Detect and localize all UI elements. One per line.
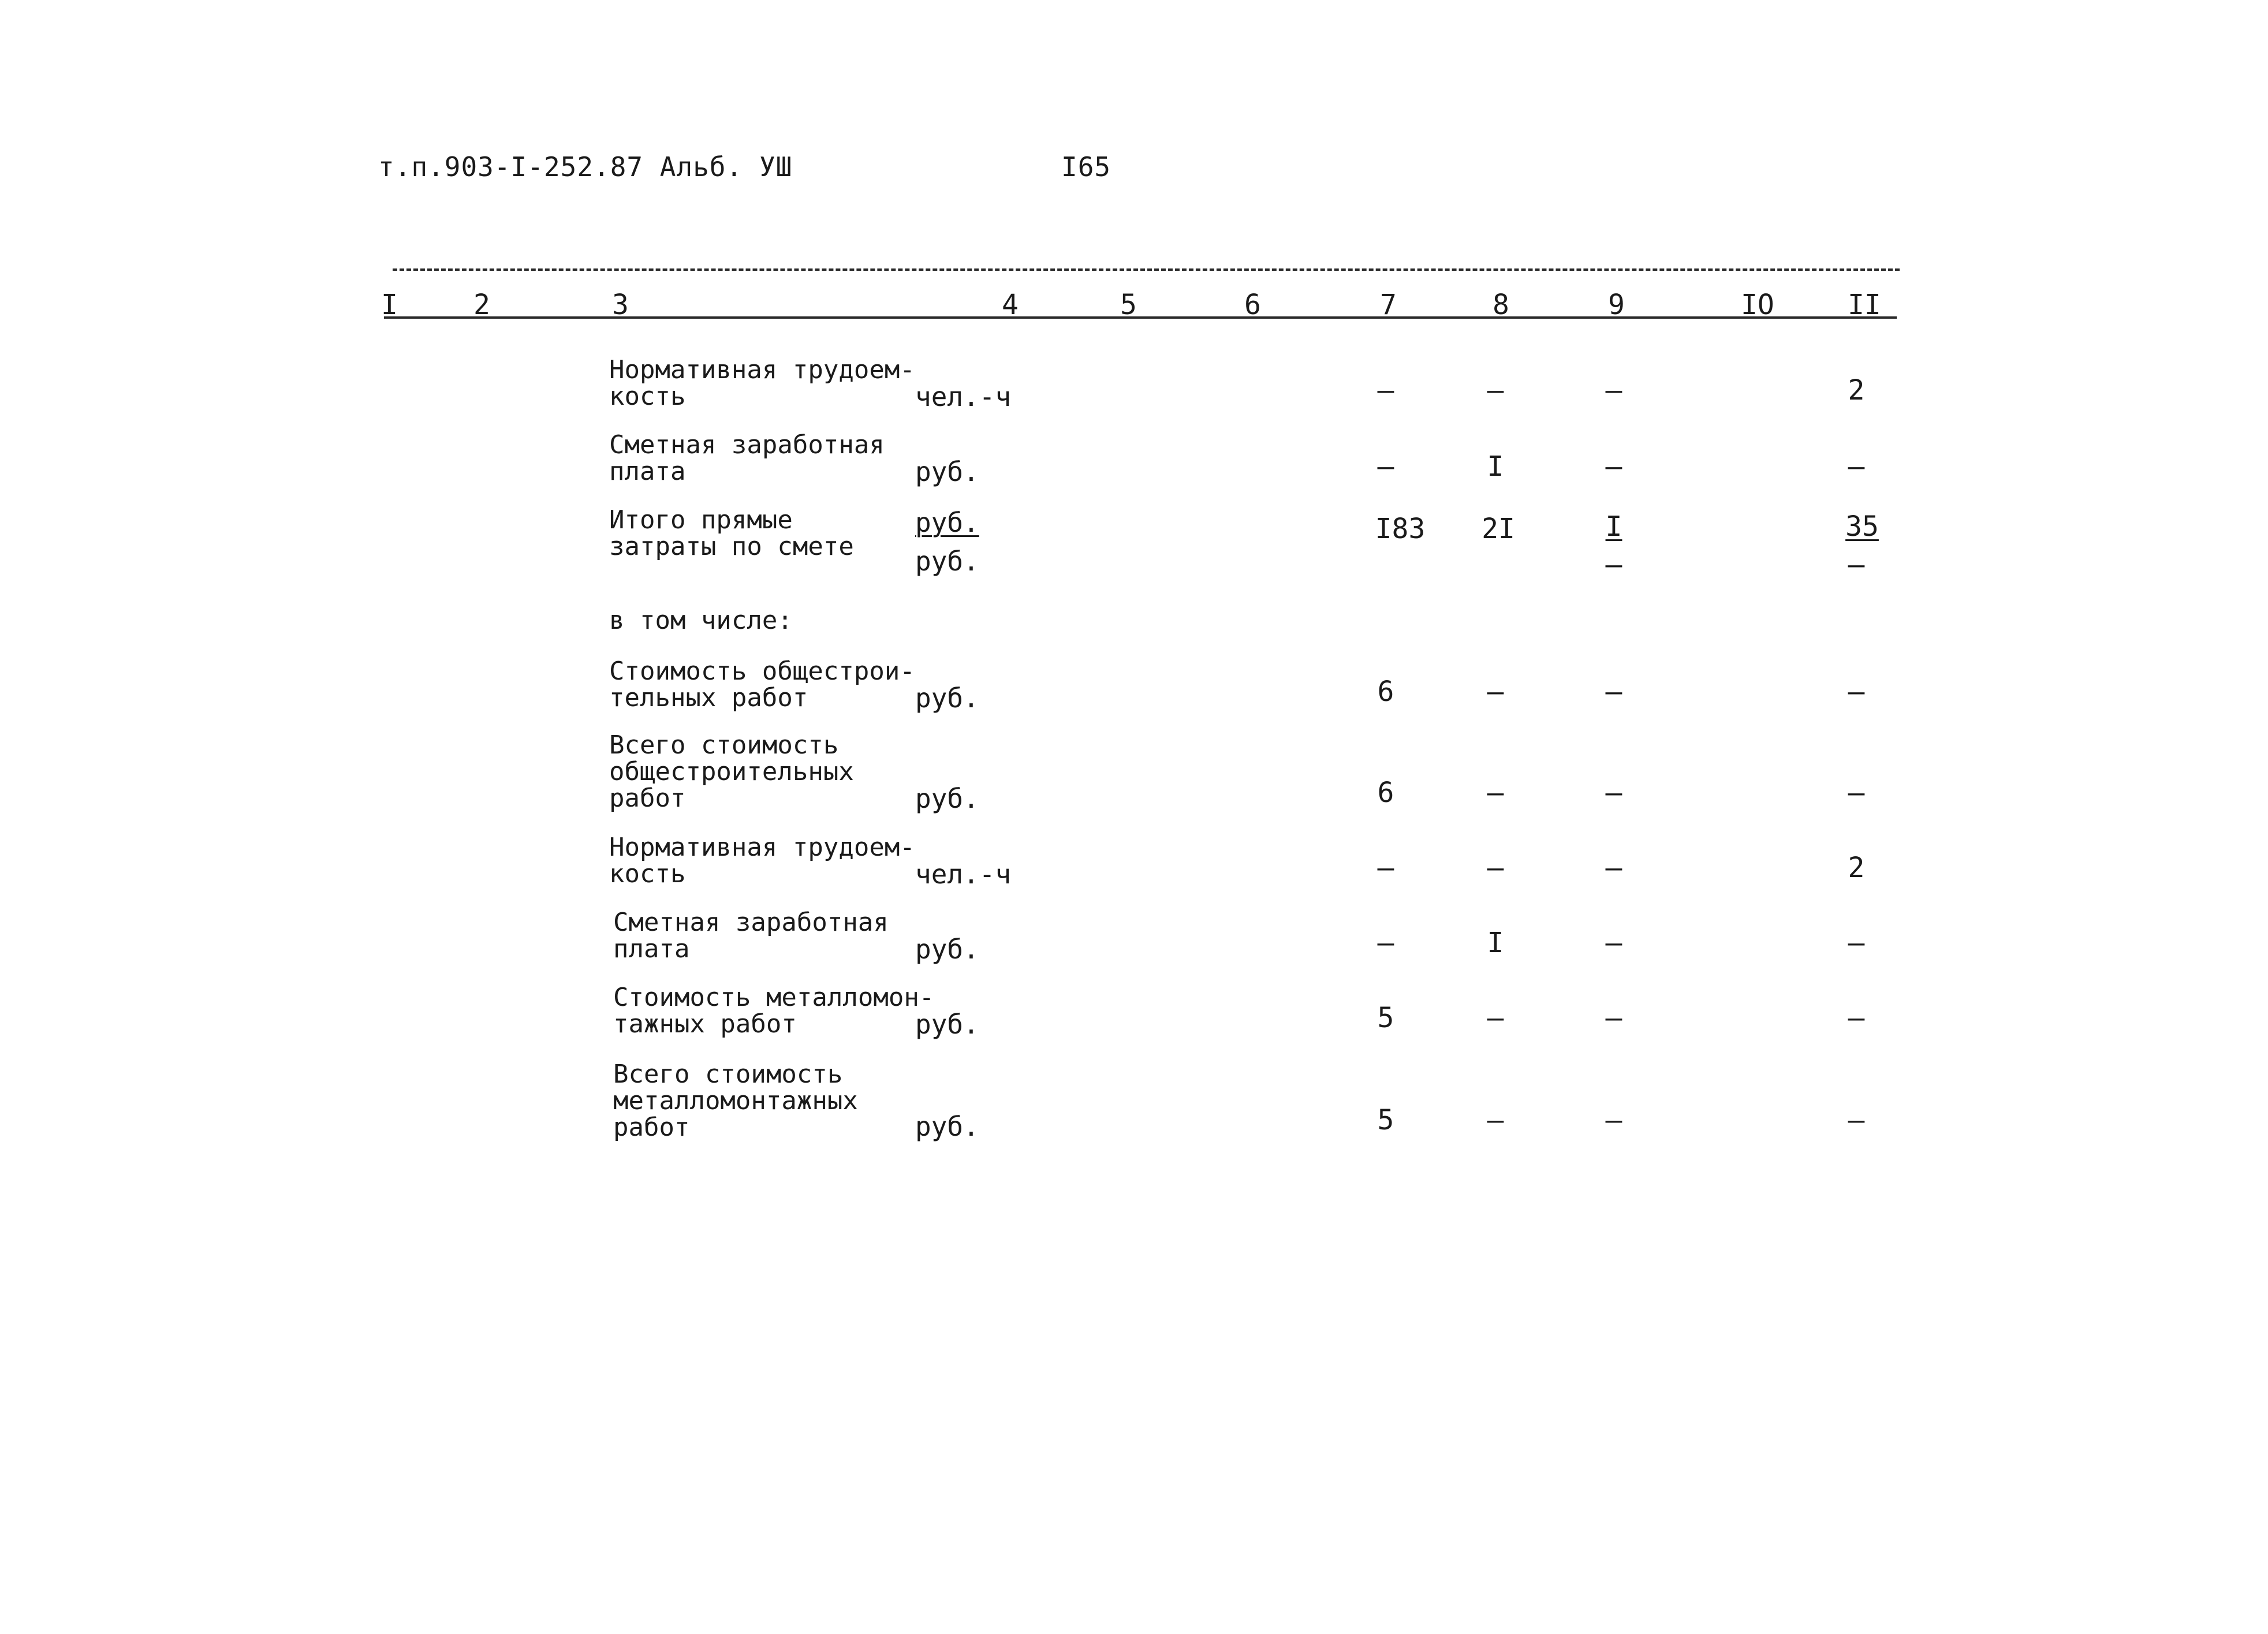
cell-col8: – [1487,777,1504,809]
row-unit: руб. [915,783,979,814]
cell-col8: I [1487,927,1504,959]
row-label: Итого прямые затраты по смете [609,505,854,561]
cell-col9-secondary: – [1605,549,1622,581]
cell-col11-secondary: – [1848,549,1865,581]
cell-col9: – [1605,374,1622,406]
cell-col11: – [1848,927,1865,959]
row-unit: чел.-ч [915,859,1012,890]
table-header-bottom-rule [384,316,1897,319]
row-unit-secondary: руб. [915,546,979,577]
row-unit: руб. [915,682,979,714]
column-number: 3 [612,289,629,321]
cell-col11: 2 [1848,852,1865,884]
cell-col8: I [1487,450,1504,483]
column-number: 4 [1002,289,1019,321]
column-number: IO [1741,289,1774,321]
cell-col11: 35 [1845,510,1879,543]
row-unit: руб. [915,456,979,487]
column-number: 6 [1244,289,1261,321]
column-number: 7 [1380,289,1397,321]
cell-col8: 2I [1482,513,1515,545]
column-number: I [381,289,398,321]
row-label: Нормативная трудоем- кость [609,355,915,411]
cell-col8: – [1487,1002,1504,1034]
row-label: Нормативная трудоем- кость [609,833,915,889]
row-unit: руб. [915,1111,979,1142]
column-number: II [1848,289,1881,321]
cell-col11: – [1848,676,1865,708]
cell-col11: – [1848,777,1865,809]
cell-col8: – [1487,1104,1504,1136]
row-unit: чел.-ч [915,381,1012,412]
row-unit: руб. [915,934,979,965]
row-label: Всего стоимость металломонтажных работ [613,1060,858,1142]
row-label: Стоимость общестрои- тельных работ [609,656,915,712]
cell-col9: – [1605,927,1622,959]
cell-col8: – [1487,676,1504,708]
cell-col11: – [1848,1104,1865,1136]
cell-col7: – [1377,450,1394,483]
column-number: 9 [1608,289,1625,321]
cell-col9: – [1605,676,1622,708]
row-unit: руб. [915,1009,979,1040]
cell-col9: – [1605,852,1622,884]
row-label: Всего стоимость общестроительных работ [609,730,854,813]
row-label: Сметная заработная плата [609,430,885,486]
cell-col9: – [1605,1104,1622,1136]
row-unit: руб. [915,507,979,538]
cell-col7: – [1377,927,1394,959]
cell-col11: – [1848,1002,1865,1034]
cell-col7: I83 [1375,513,1426,545]
cell-col7: 5 [1377,1002,1394,1034]
cell-col9: – [1605,450,1622,483]
cell-col8: – [1487,374,1504,406]
cell-col8: – [1487,852,1504,884]
section-heading: в том числе: [609,606,793,635]
column-number: 8 [1493,289,1509,321]
cell-col9: I [1605,510,1622,543]
cell-col11: 2 [1848,374,1865,406]
cell-col11: – [1848,450,1865,483]
cell-col7: – [1377,852,1394,884]
cell-col7: 5 [1377,1104,1394,1136]
page-number: I65 [1061,151,1111,182]
cell-col7: 6 [1377,777,1394,809]
cell-col7: – [1377,374,1394,406]
cell-col7: 6 [1377,676,1394,708]
document-reference: т.п.903-I-252.87 Альб. УШ [378,151,793,182]
column-number: 5 [1120,289,1137,321]
row-label: Сметная заработная плата [613,908,889,964]
column-number: 2 [473,289,490,321]
cell-col9: – [1605,777,1622,809]
row-label: Стоимость металломон- тажных работ [613,983,935,1039]
table-top-rule [393,268,1900,271]
cell-col9: – [1605,1002,1622,1034]
